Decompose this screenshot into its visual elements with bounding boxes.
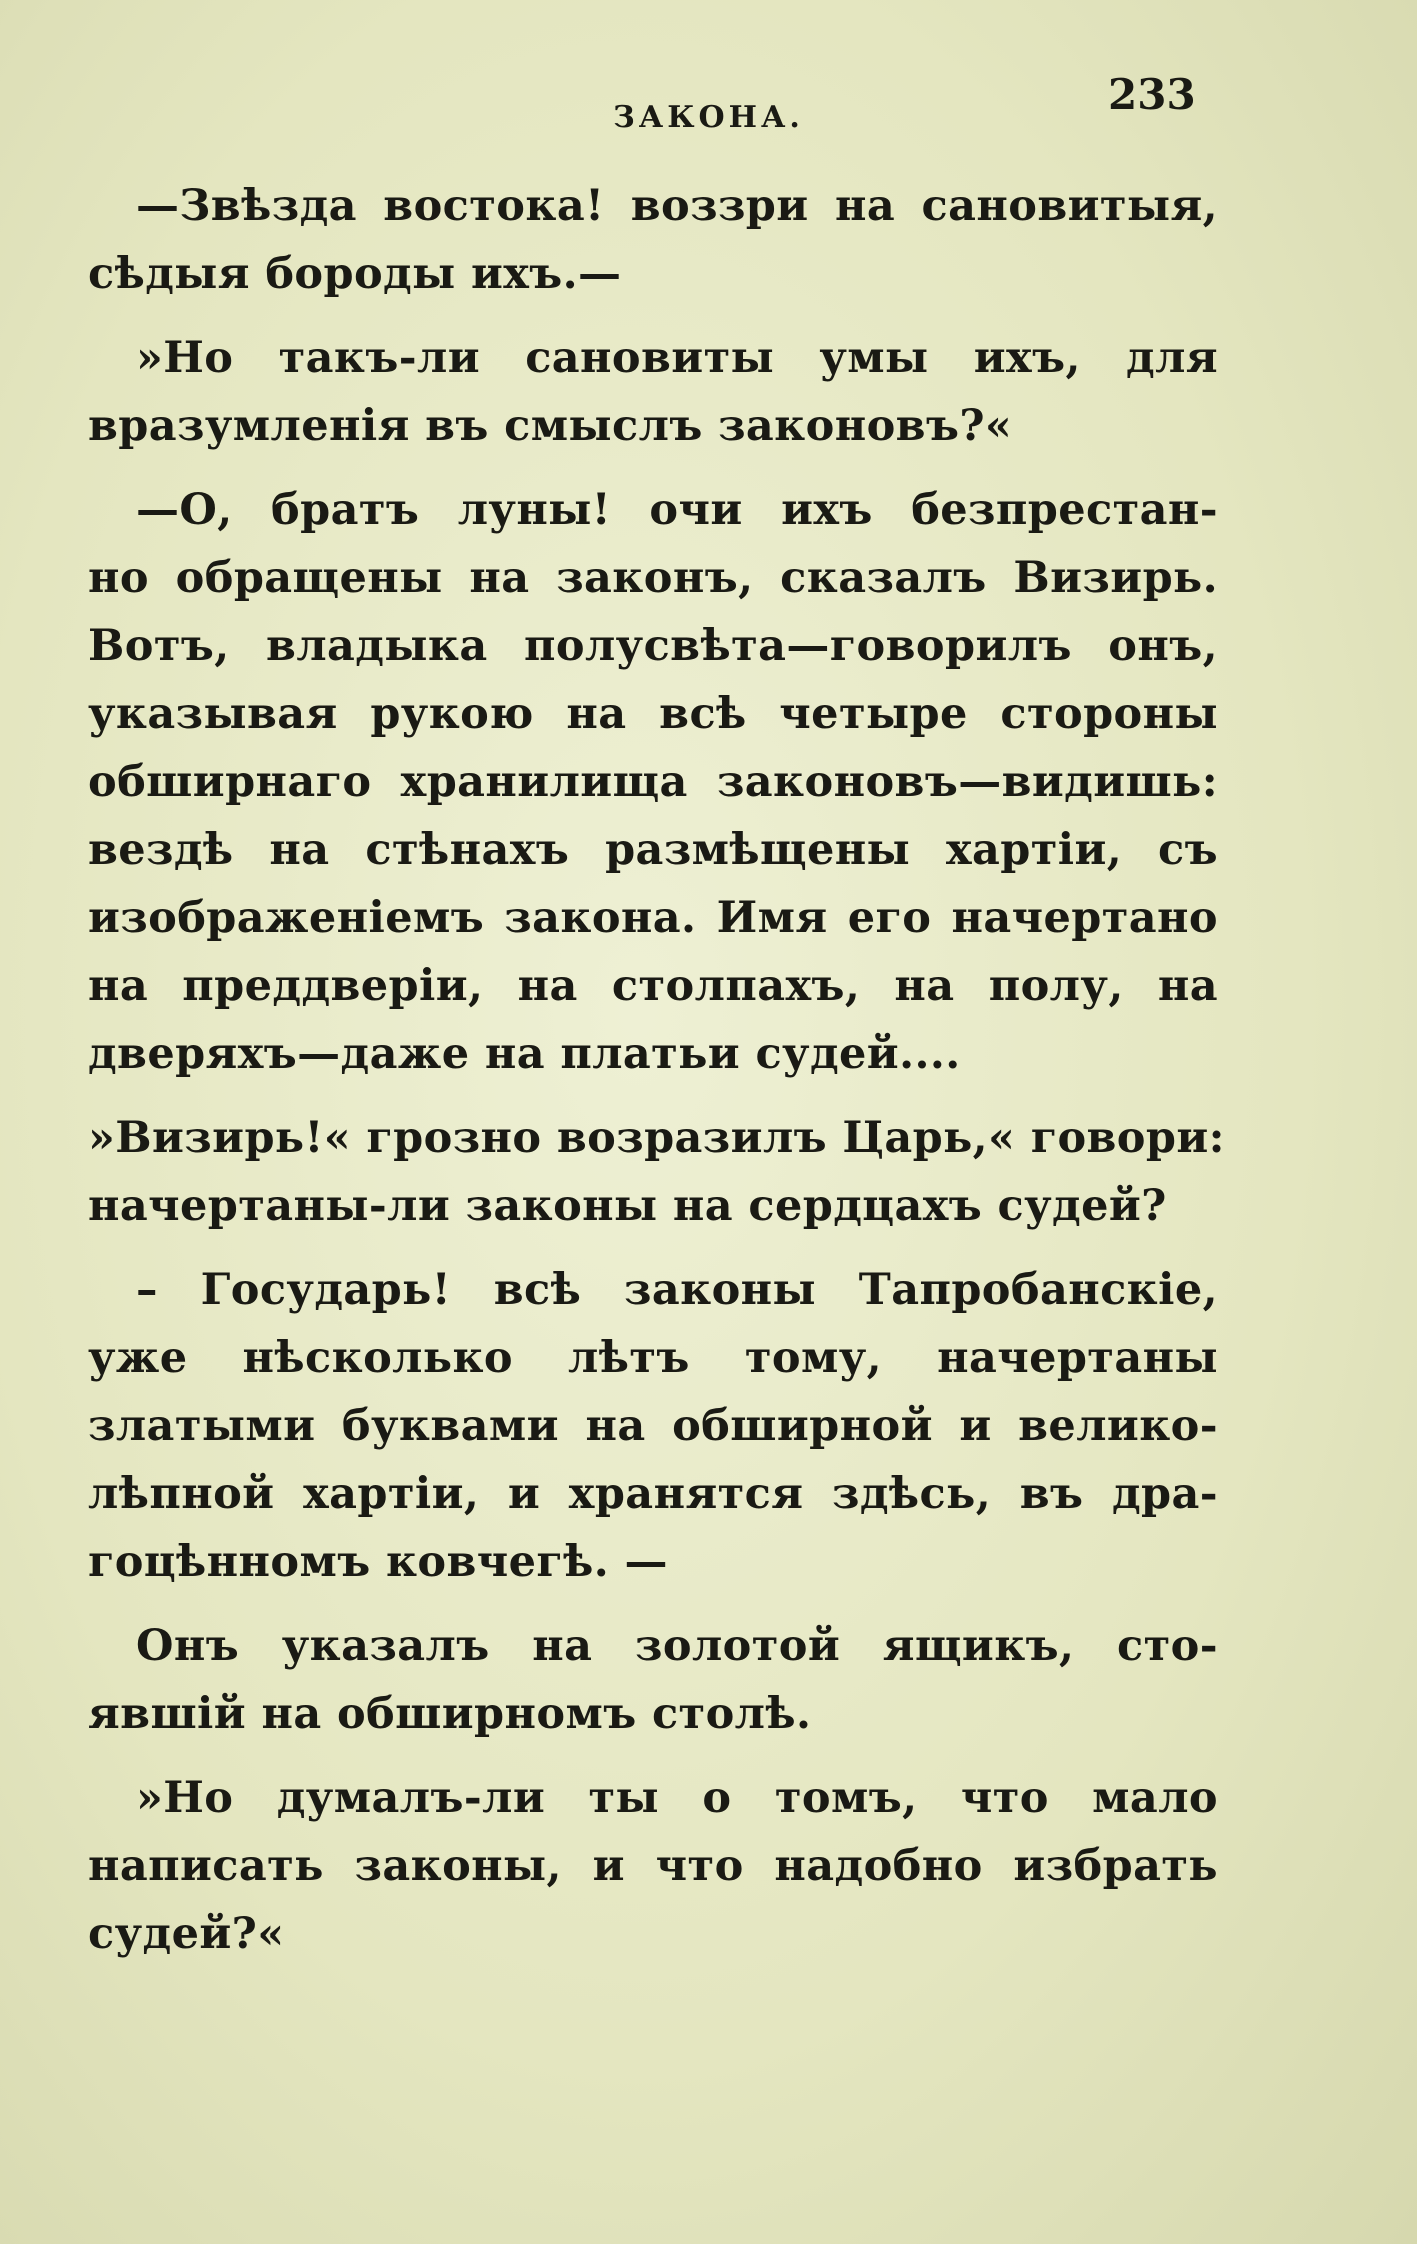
text-line: явшій на обширномъ столѣ.	[88, 1689, 812, 1739]
text-line: »Но такъ-ли сановиты умы ихъ, для	[136, 333, 1218, 383]
text-line: судей?«	[88, 1909, 285, 1959]
text-line: начертаны-ли законы на сердцахъ судей?	[88, 1181, 1167, 1231]
page-body	[88, 172, 1225, 1968]
text-line: »Но думалъ-ли ты о томъ, что мало	[136, 1773, 1218, 1823]
text-line: указывая рукою на всѣ четыре стороны	[88, 689, 1218, 739]
text-line: изображеніемъ закона. Имя его начертано	[88, 893, 1218, 943]
paragraph	[88, 324, 1218, 460]
text-line: Вотъ, владыка полусвѣта—говорилъ онъ,	[88, 621, 1218, 671]
paragraph	[88, 1764, 1218, 1968]
text-line: обширнаго хранилища законовъ—видишь:	[88, 757, 1218, 807]
page-number: 233	[1108, 70, 1196, 119]
running-title: ЗАКОНА.	[613, 100, 804, 135]
paragraph	[88, 476, 1218, 1088]
text-line: вездѣ на стѣнахъ размѣщены хартіи, съ	[88, 825, 1218, 875]
text-line: на преддверіи, на столпахъ, на полу, на	[88, 961, 1218, 1011]
text-line: сѣдыя бороды ихъ.—	[88, 249, 622, 299]
text-line: »Визирь!« грозно возразилъ Царь,« говори:	[88, 1113, 1225, 1163]
text-line: —Звѣзда востока! воззри на сановитыя,	[136, 181, 1218, 231]
text-line: вразумленія въ смыслъ законовъ?«	[88, 401, 1013, 451]
text-line: Онъ указалъ на золотой ящикъ, сто-	[136, 1621, 1218, 1671]
paragraph	[88, 1612, 1218, 1748]
text-line: лѣпной хартіи, и хранятся здѣсь, въ дра-	[88, 1469, 1218, 1519]
paragraph	[88, 172, 1218, 308]
text-line: – Государь! всѣ законы Тапробанскіе,	[136, 1265, 1218, 1315]
text-line: дверяхъ—даже на платьи судей....	[88, 1029, 961, 1079]
text-line: уже нѣсколько лѣтъ тому, начертаны	[88, 1333, 1218, 1383]
paragraph	[88, 1256, 1218, 1596]
text-line: —О, братъ луны! очи ихъ безпрестан-	[136, 485, 1218, 535]
paragraph	[88, 1104, 1225, 1240]
text-line: златыми буквами на обширной и велико-	[88, 1401, 1218, 1451]
text-line: но обращены на законъ, сказалъ Визирь.	[88, 553, 1218, 603]
text-line: гоцѣнномъ ковчегѣ. —	[88, 1537, 668, 1587]
text-line: написать законы, и что надобно избрать	[88, 1841, 1218, 1891]
